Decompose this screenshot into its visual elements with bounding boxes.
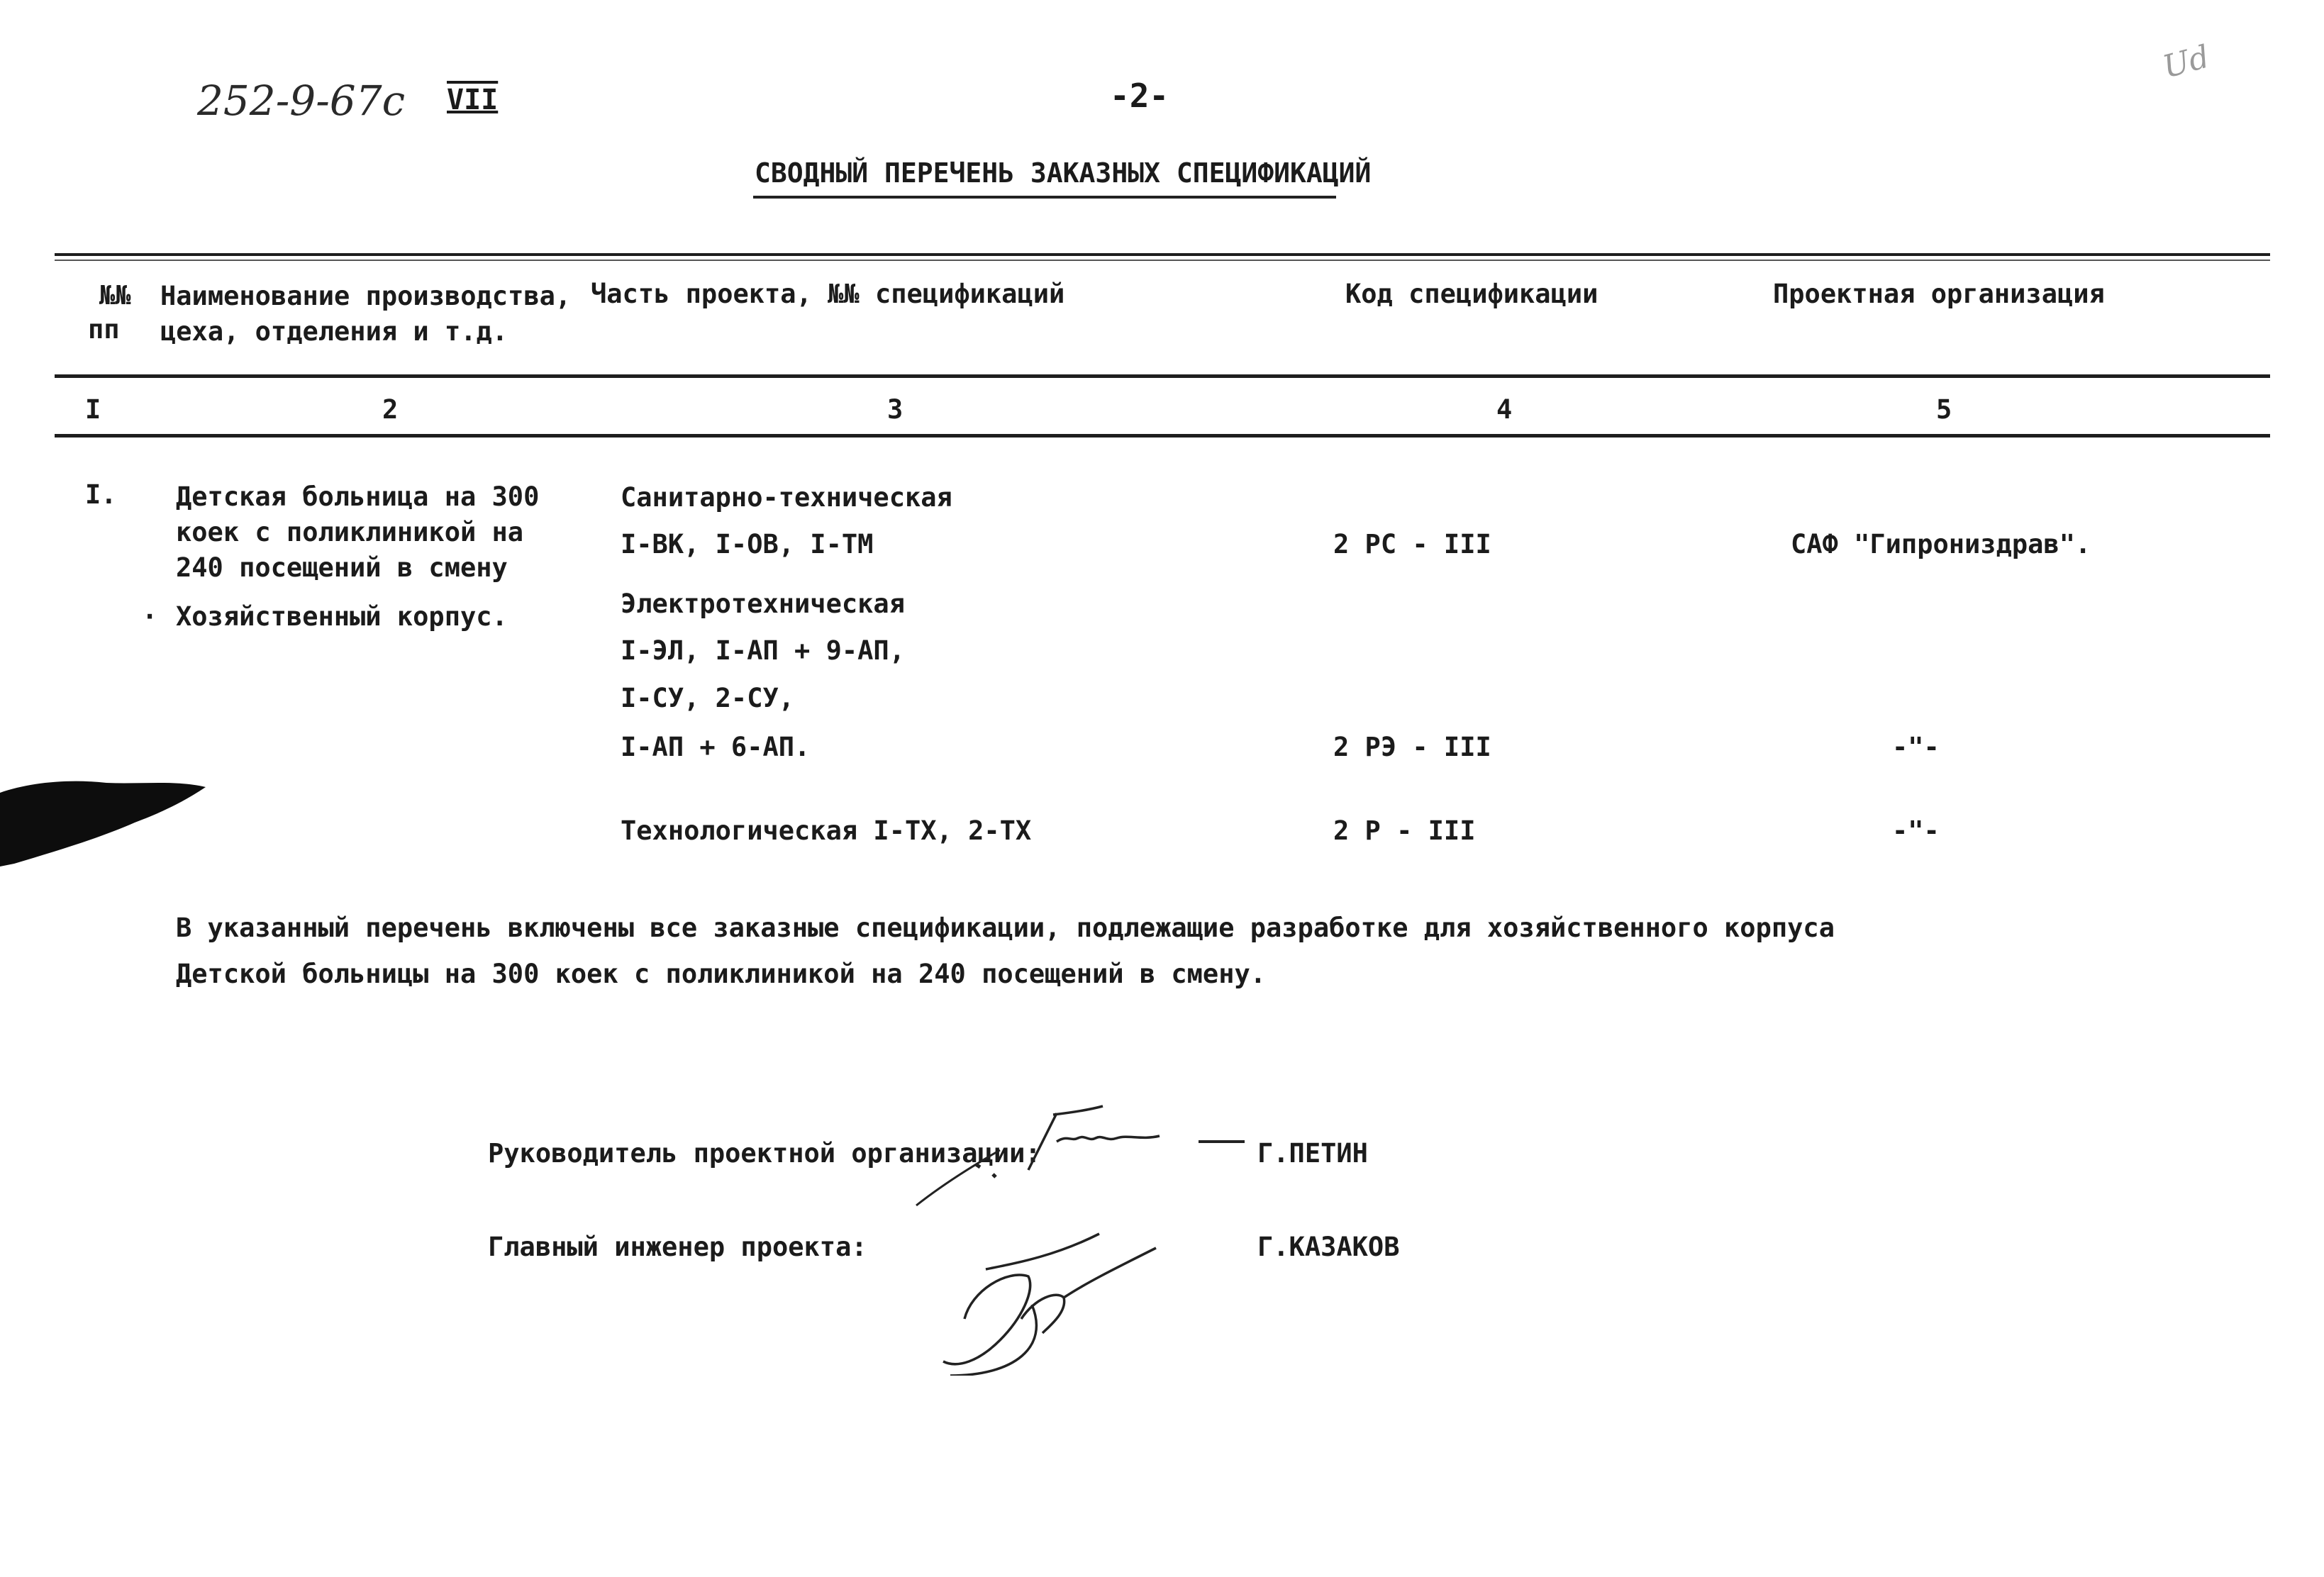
header-col-1-line-2: пп [88, 314, 120, 345]
spec-code-technological: 2 Р - III [1333, 815, 1476, 846]
header-col-1-line-1: №№ [99, 280, 131, 311]
document-title: СВОДНЫЙ ПЕРЕЧЕНЬ ЗАКАЗНЫХ СПЕЦИФИКАЦИЙ [755, 157, 1372, 189]
spec-code-sanitary: 2 РС - III [1333, 529, 1491, 559]
header-bottom-rule [55, 374, 2270, 378]
signature-role-2: Главный инженер проекта: [488, 1232, 867, 1262]
part-technological: Технологическая I-ТХ, 2-ТХ [621, 815, 1032, 846]
object-name-bullet: · [142, 601, 158, 632]
design-org-technological-ditto: -"- [1892, 815, 1940, 846]
column-number-2: 2 [382, 394, 399, 425]
object-name-line-1: Детская больница на 300 [176, 481, 540, 512]
handwritten-signature-1 [915, 1099, 1255, 1213]
design-org-electrical-ditto: -"- [1892, 732, 1940, 762]
handwritten-signature-2 [922, 1205, 1177, 1376]
object-name-line-2: коек с поликлиникой на [176, 517, 524, 547]
part-sanitary: Санитарно-техническая [621, 482, 952, 513]
corner-handwritten-mark: Ud [2159, 38, 2213, 86]
header-col-2-line-2: цеха, отделения и т.д. [160, 316, 508, 347]
signature-role-1: Руководитель проектной организации: [488, 1138, 1041, 1169]
row-number: I. [85, 479, 117, 510]
column-number-3: 3 [887, 394, 904, 425]
signature-name-1: Г.ПЕТИН [1257, 1138, 1368, 1169]
header-col-3: Часть проекта, №№ спецификаций [591, 279, 1065, 309]
object-name-line-3: 240 посещений в смену [176, 552, 508, 583]
part-electrical-specs-1: I-ЭЛ, I-АП + 9-АП, [621, 635, 905, 666]
header-col-4: Код спецификации [1345, 279, 1599, 309]
header-col-2 [160, 279, 571, 350]
header-col-2-line-1: Наименование производства, [160, 281, 572, 311]
part-electrical-specs-3: I-АП + 6-АП. [621, 732, 811, 762]
roman-mark: VII [447, 84, 499, 116]
signature-name-2: Г.КАЗАКОВ [1257, 1232, 1400, 1262]
note-line-2: Детской больницы на 300 коек с поликлиникой на 240 посещений в смену. [176, 959, 1267, 989]
spec-code-electrical: 2 РЭ - III [1333, 732, 1491, 762]
part-electrical: Электротехническая [621, 589, 905, 619]
design-org-sanitary: САФ "Гипрониздрав". [1791, 529, 2091, 559]
column-number-1: I [85, 394, 101, 425]
note-line-1: В указанный перечень включены все заказные спецификации, подлежащие разработке для хозяйственного корпуса [176, 913, 1835, 943]
number-row-bottom-rule [55, 434, 2270, 438]
column-number-5: 5 [1936, 394, 1952, 425]
header-col-5: Проектная организация [1773, 279, 2105, 309]
table-top-rule-second [55, 260, 2270, 261]
header-col-1 [88, 279, 131, 347]
table-top-rule [55, 253, 2270, 256]
part-electrical-specs-2: I-СУ, 2-СУ, [621, 683, 795, 713]
ink-blot [0, 773, 213, 879]
row-object-name [176, 479, 539, 586]
title-underline [753, 196, 1336, 199]
object-name-building: Хозяйственный корпус. [176, 601, 508, 632]
part-sanitary-specs: I-ВК, I-ОВ, I-ТМ [621, 529, 874, 559]
handwritten-document-code: 252-9-67с [197, 77, 406, 125]
column-number-4: 4 [1496, 394, 1513, 425]
page-number: -2- [1110, 77, 1169, 115]
